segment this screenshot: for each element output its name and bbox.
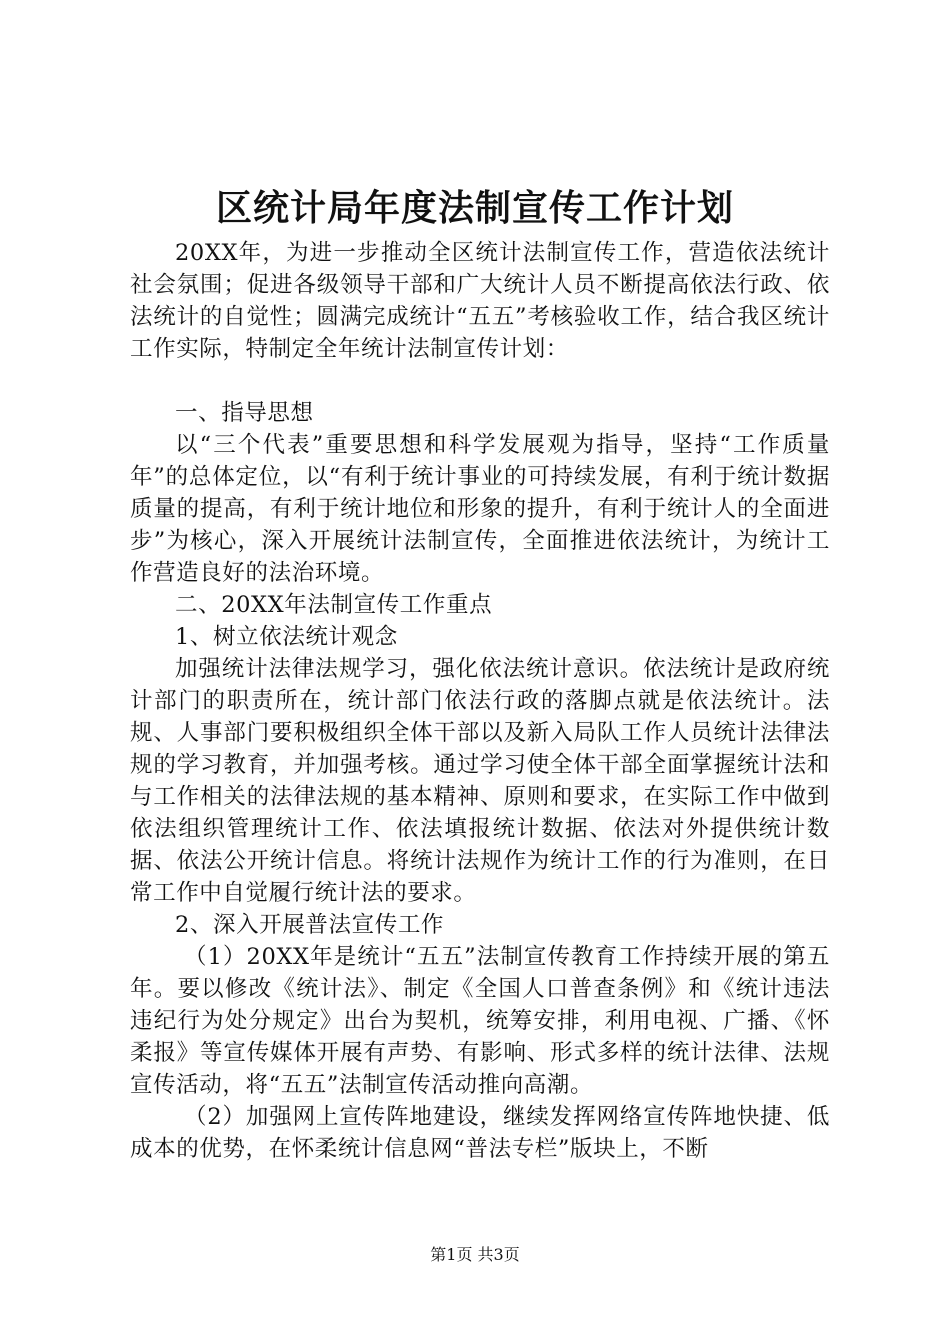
legal-concept-paragraph: 加强统计法律法规学习，强化依法统计意识。依法统计是政府统计部门的职责所在，统计部门依法行政的落脚点就是依法统计。法规、人事部门要积极组织全体干部以及新入局队工作人员统计法律法规的学习教育，并加强考核。通过学习使全体干部全面掌握统计法和与工作相关的法律法规的基本精神、原则和要求，在实际工作中做到依法组织管理统计工作、依法填报统计数据、依法对外提供统计数据、依法公开统计信息。将统计法规作为统计工作的行为准则，在日常工作中自觉履行统计法的要求。: [130, 656, 830, 906]
guiding-thought-paragraph: 以“三个代表”重要思想和科学发展观为指导，坚持“工作质量年”的总体定位，以“有利于统计事业的可持续发展，有利于统计数据质量的提高，有利于统计地位和形象的提升，有利于统计人的全面进步”为核心，深入开展统计法制宣传，全面推进依法统计，为统计工作营造良好的法治环境。: [130, 432, 830, 586]
publicity-item-1: （1）20XX年是统计“五五”法制宣传教育工作持续开展的第五年。要以修改《统计法》、制定《全国人口普查条例》和《统计违法违纪行为处分规定》出台为契机，统筹安排，利用电视、广播、《怀柔报》等宣传媒体开展有声势、有影响、形式多样的统计法律、法规宣传活动，将“五五”法制宣传活动推向高潮。: [130, 944, 830, 1098]
document-body: [130, 237, 830, 1165]
publicity-item-2: （2）加强网上宣传阵地建设，继续发挥网络宣传阵地快捷、低成本的优势，在怀柔统计信息网“普法专栏”版块上，不断: [130, 1104, 830, 1162]
subheading-publicity-work: 2、深入开展普法宣传工作: [175, 912, 445, 938]
page-footer: 第1页 共3页: [430, 1245, 520, 1264]
document-title: 区统计局年度法制宣传工作计划: [215, 188, 734, 229]
intro-paragraph: 20XX年，为进一步推动全区统计法制宣传工作，营造依法统计社会氛围；促进各级领导干部和广大统计人员不断提高依法行政、依法统计的自觉性；圆满完成统计“五五”考核验收工作，结合我区统计工作实际，特制定全年统计法制宣传计划：: [130, 240, 830, 362]
section-heading-guiding-thought: 一、指导思想: [175, 400, 314, 426]
section-heading-key-tasks: 二、20XX年法制宣传工作重点: [175, 592, 493, 618]
paragraph-gap: [130, 365, 830, 397]
subheading-legal-concept: 1、树立依法统计观念: [175, 624, 398, 650]
